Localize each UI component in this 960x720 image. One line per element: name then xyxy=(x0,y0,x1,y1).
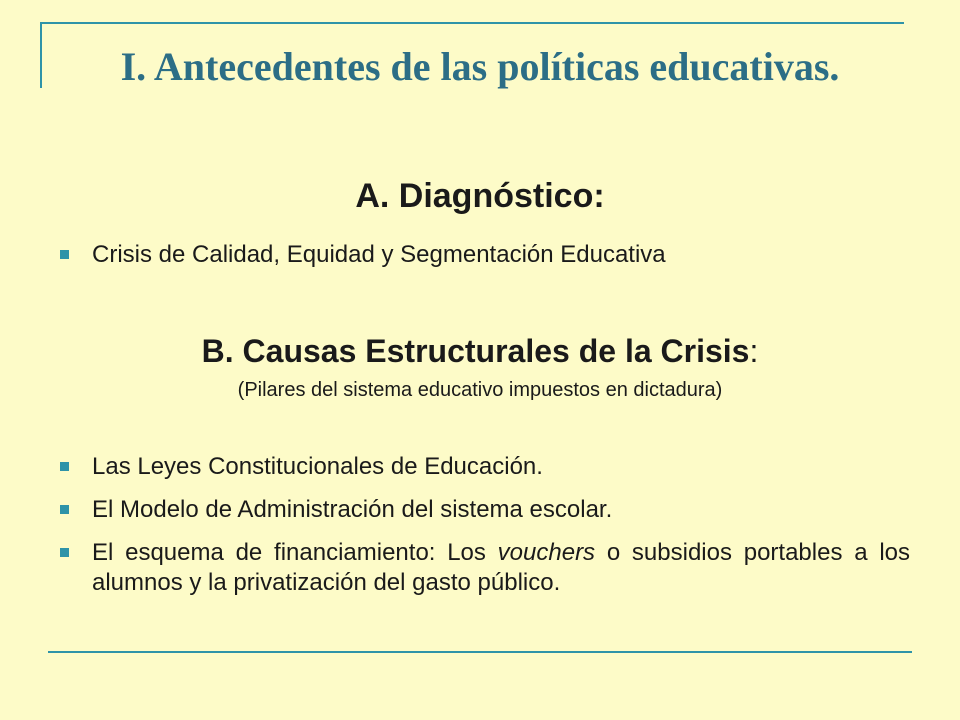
section-a-heading: A. Diagnóstico: xyxy=(355,177,605,215)
frame-top-line xyxy=(40,22,904,24)
square-bullet-icon xyxy=(60,462,69,471)
section-b-bullet-list xyxy=(58,452,910,598)
frame-bottom-line xyxy=(48,651,912,653)
section-b-subtitle: (Pilares del sistema educativo impuestos en dictadura) xyxy=(237,379,723,401)
section-b-heading xyxy=(0,330,960,372)
list-item xyxy=(58,538,910,598)
bullet-text: El Modelo de Administración del sistema escolar. xyxy=(92,496,613,523)
bullet-text-italic: vouchers xyxy=(497,539,596,566)
bullet-text-before-italic: El esquema de financiamiento: Los xyxy=(92,539,498,566)
bullet-text: Crisis de Calidad, Equidad y Segmentación Educativa xyxy=(92,241,666,268)
bullet-text: Las Leyes Constitucionales de Educación. xyxy=(92,453,543,480)
list-item xyxy=(58,240,910,270)
slide-title: I. Antecedentes de las políticas educativas. xyxy=(120,44,840,89)
square-bullet-icon xyxy=(60,250,69,259)
section-b-heading-text: B. Causas Estructurales de la Crisis xyxy=(201,333,750,369)
section-b-heading-colon: : xyxy=(749,333,759,369)
frame-left-line xyxy=(40,22,42,88)
section-a-bullet-list xyxy=(58,240,910,270)
square-bullet-icon xyxy=(60,548,69,557)
list-item xyxy=(58,452,910,482)
list-item xyxy=(58,495,910,525)
bullet-text-after-italic: o subsidios portables a los alumnos y la privatización del gasto público. xyxy=(92,539,911,596)
square-bullet-icon xyxy=(60,505,69,514)
